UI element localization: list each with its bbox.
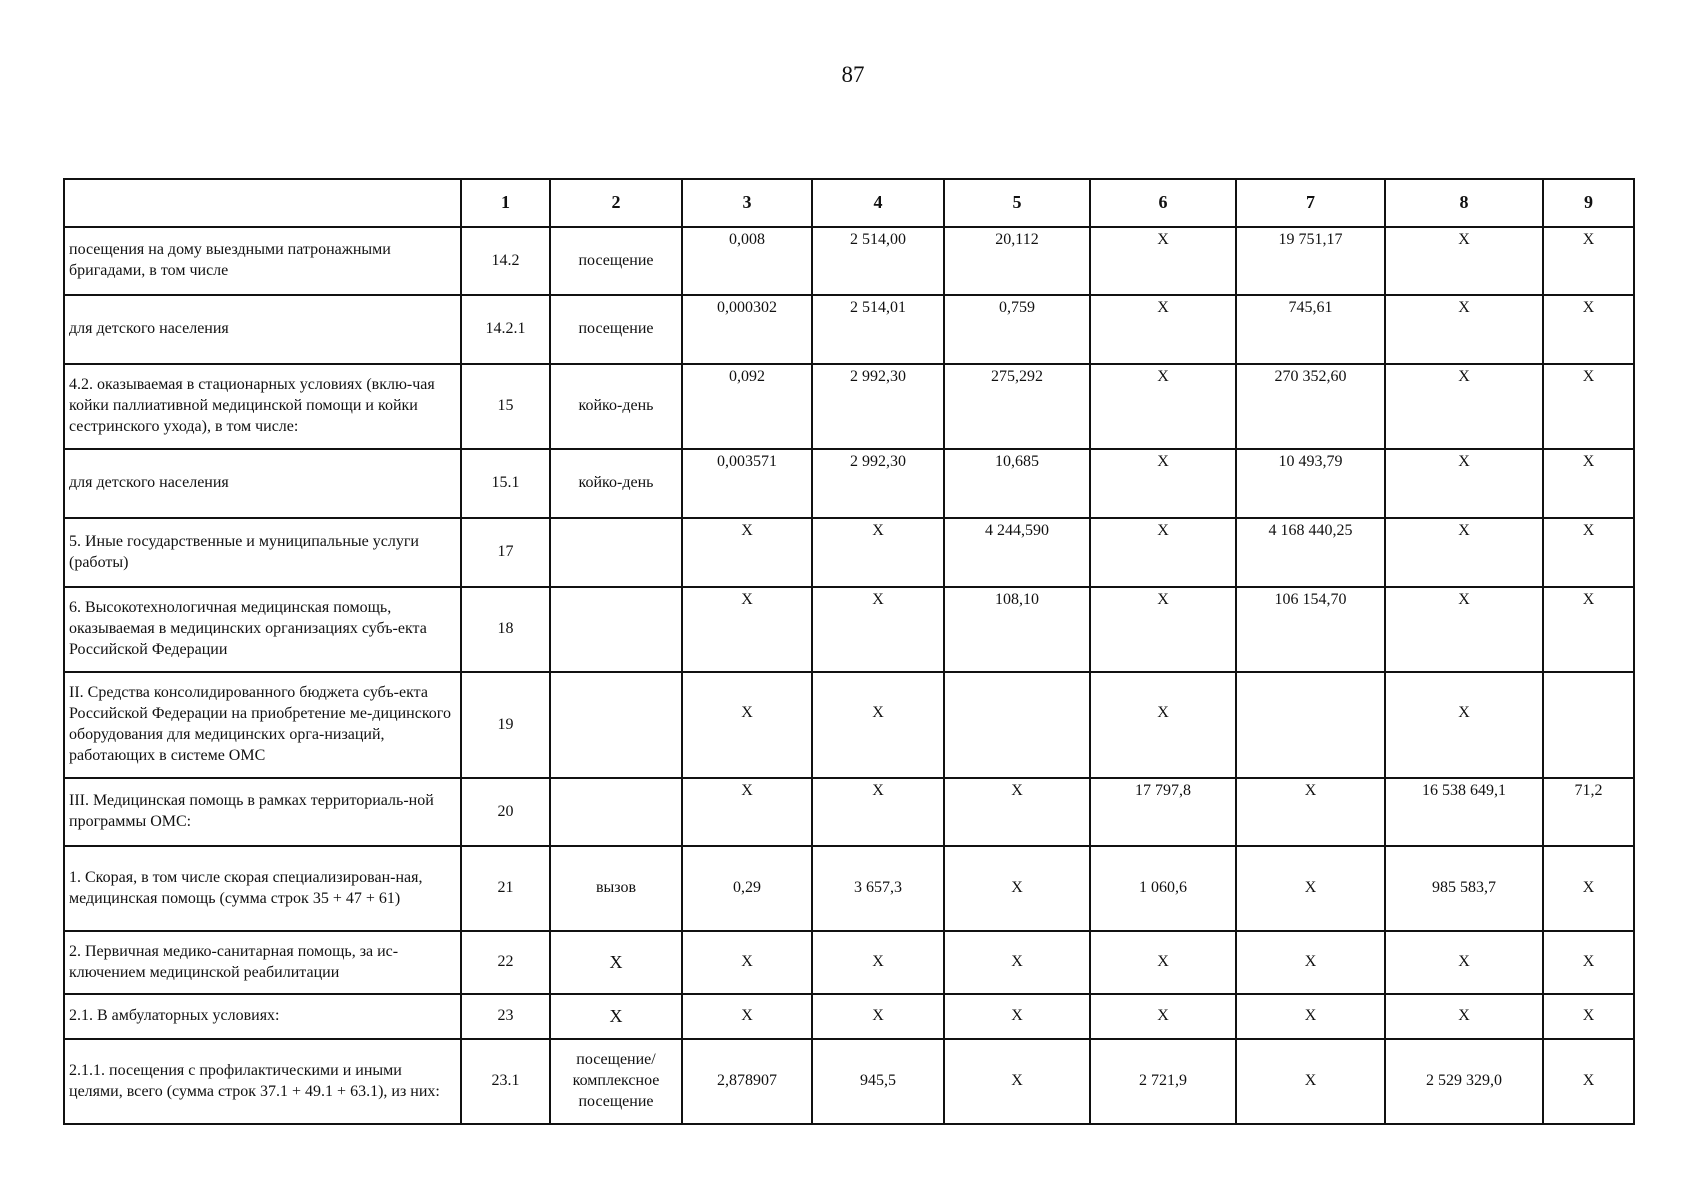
header-cell: 5 [944, 179, 1090, 227]
cell-col6: X [1090, 994, 1236, 1039]
cell-col7: 270 352,60 [1236, 364, 1385, 449]
cell-col6: X [1090, 672, 1236, 778]
cell-col7: 4 168 440,25 [1236, 518, 1385, 587]
header-cell: 9 [1543, 179, 1634, 227]
cell-col5: X [944, 1039, 1090, 1124]
row-unit [550, 672, 682, 778]
cell-col4: X [812, 672, 944, 778]
table-row [64, 364, 1634, 449]
cell-col3: X [682, 994, 812, 1039]
header-cell: 3 [682, 179, 812, 227]
row-description: 2.1. В амбулаторных условиях: [64, 994, 461, 1039]
cell-col9: X [1543, 227, 1634, 295]
row-description: 6. Высокотехнологичная медицинская помощь, оказываемая в медицинских организациях субъ-екта Российской Федерации [64, 587, 461, 672]
row-description: 5. Иные государственные и муниципальные услуги (работы) [64, 518, 461, 587]
header-row [64, 179, 1634, 227]
table-row [64, 227, 1634, 295]
row-code: 18 [461, 587, 550, 672]
table-row [64, 931, 1634, 994]
header-cell: 1 [461, 179, 550, 227]
cell-col3: X [682, 587, 812, 672]
row-description: II. Средства консолидированного бюджета субъ-екта Российской Федерации на приобретение ме-дицинского оборудования для медицинских орга-низаций, работающих в системе ОМС [64, 672, 461, 778]
row-code: 23 [461, 994, 550, 1039]
cell-col3: 0,003571 [682, 449, 812, 518]
cell-col7: 19 751,17 [1236, 227, 1385, 295]
cell-col9: X [1543, 1039, 1634, 1124]
cell-col7: X [1236, 846, 1385, 931]
header-cell: 6 [1090, 179, 1236, 227]
header-cell: 4 [812, 179, 944, 227]
cell-col3: 0,008 [682, 227, 812, 295]
cell-col4: 3 657,3 [812, 846, 944, 931]
cell-col4: 2 992,30 [812, 364, 944, 449]
cell-col5: 4 244,590 [944, 518, 1090, 587]
row-description: 2. Первичная медико-санитарная помощь, за ис-ключением медицинской реабилитации [64, 931, 461, 994]
row-code: 21 [461, 846, 550, 931]
cell-col7: 106 154,70 [1236, 587, 1385, 672]
cell-col3: X [682, 778, 812, 846]
cell-col6: 2 721,9 [1090, 1039, 1236, 1124]
cell-col7: 745,61 [1236, 295, 1385, 364]
header-cell: 8 [1385, 179, 1543, 227]
cell-col6: X [1090, 931, 1236, 994]
cell-col8: X [1385, 518, 1543, 587]
row-unit: посещение [550, 227, 682, 295]
cell-col3: X [682, 931, 812, 994]
row-code: 14.2.1 [461, 295, 550, 364]
cell-col7 [1236, 672, 1385, 778]
cell-col5 [944, 672, 1090, 778]
cell-col4: X [812, 931, 944, 994]
row-description: 4.2. оказываемая в стационарных условиях (вклю-чая койки паллиативной медицинской помощи и койки сестринского ухода), в том числе: [64, 364, 461, 449]
cell-col8: X [1385, 672, 1543, 778]
row-code: 17 [461, 518, 550, 587]
cell-col8: 985 583,7 [1385, 846, 1543, 931]
row-description: III. Медицинская помощь в рамках территориаль-ной программы ОМС: [64, 778, 461, 846]
cell-col5: 0,759 [944, 295, 1090, 364]
table-row [64, 994, 1634, 1039]
row-description: для детского населения [64, 295, 461, 364]
row-description: для детского населения [64, 449, 461, 518]
cell-col9: X [1543, 364, 1634, 449]
cell-col4: X [812, 587, 944, 672]
row-code: 22 [461, 931, 550, 994]
cell-col4: X [812, 778, 944, 846]
cell-col8: X [1385, 931, 1543, 994]
row-description: 1. Скорая, в том числе скорая специализирован-ная, медицинская помощь (сумма строк 35 + 47 + 61) [64, 846, 461, 931]
table-row [64, 672, 1634, 778]
row-code: 15 [461, 364, 550, 449]
table-row [64, 295, 1634, 364]
cell-col5: 10,685 [944, 449, 1090, 518]
cell-col9: X [1543, 295, 1634, 364]
table-row [64, 518, 1634, 587]
cell-col3: X [682, 672, 812, 778]
cell-col5: 108,10 [944, 587, 1090, 672]
row-unit [550, 518, 682, 587]
cell-col9: 71,2 [1543, 778, 1634, 846]
page-number: 87 [841, 62, 865, 87]
cell-col5: 20,112 [944, 227, 1090, 295]
cell-col9: X [1543, 518, 1634, 587]
cell-col3: 0,29 [682, 846, 812, 931]
cell-col5: X [944, 846, 1090, 931]
row-description: посещения на дому выездными патронажными бригадами, в том числе [64, 227, 461, 295]
row-unit: койко-день [550, 364, 682, 449]
cell-col7: X [1236, 994, 1385, 1039]
row-unit [550, 587, 682, 672]
cell-col8: X [1385, 994, 1543, 1039]
cell-col7: X [1236, 931, 1385, 994]
header-cell: 2 [550, 179, 682, 227]
cell-col3: 0,000302 [682, 295, 812, 364]
table-row [64, 1039, 1634, 1124]
row-unit: вызов [550, 846, 682, 931]
cell-col5: 275,292 [944, 364, 1090, 449]
row-unit: посещение/ комплексное посещение [550, 1039, 682, 1124]
cell-col8: X [1385, 449, 1543, 518]
cell-col5: X [944, 994, 1090, 1039]
cell-col6: X [1090, 449, 1236, 518]
cell-col4: X [812, 518, 944, 587]
cell-col4: 2 992,30 [812, 449, 944, 518]
cell-col5: X [944, 778, 1090, 846]
row-code: 15.1 [461, 449, 550, 518]
cell-col8: 16 538 649,1 [1385, 778, 1543, 846]
cell-col4: 2 514,00 [812, 227, 944, 295]
cell-col6: X [1090, 587, 1236, 672]
cell-col6: X [1090, 364, 1236, 449]
cell-col7: X [1236, 1039, 1385, 1124]
header-cell: 7 [1236, 179, 1385, 227]
cell-col3: 0,092 [682, 364, 812, 449]
table-row [64, 846, 1634, 931]
cell-col9: X [1543, 846, 1634, 931]
cell-col9: X [1543, 449, 1634, 518]
cell-col3: 2,878907 [682, 1039, 812, 1124]
cell-col6: X [1090, 518, 1236, 587]
data-table [63, 178, 1635, 1125]
cell-col8: X [1385, 587, 1543, 672]
cell-col4: 2 514,01 [812, 295, 944, 364]
cell-col6: 17 797,8 [1090, 778, 1236, 846]
cell-col4: 945,5 [812, 1039, 944, 1124]
cell-col7: 10 493,79 [1236, 449, 1385, 518]
cell-col3: X [682, 518, 812, 587]
table-row [64, 449, 1634, 518]
row-code: 19 [461, 672, 550, 778]
cell-col6: 1 060,6 [1090, 846, 1236, 931]
header-cell [64, 179, 461, 227]
row-unit [550, 778, 682, 846]
cell-col8: 2 529 329,0 [1385, 1039, 1543, 1124]
row-unit: посещение [550, 295, 682, 364]
row-code: 23.1 [461, 1039, 550, 1124]
row-description: 2.1.1. посещения с профилактическими и иными целями, всего (сумма строк 37.1 + 49.1 + 63.1), из них: [64, 1039, 461, 1124]
cell-col9: X [1543, 994, 1634, 1039]
row-unit: X [550, 931, 682, 994]
table-row [64, 587, 1634, 672]
cell-col9 [1543, 672, 1634, 778]
cell-col6: X [1090, 295, 1236, 364]
row-unit: X [550, 994, 682, 1039]
row-code: 14.2 [461, 227, 550, 295]
cell-col9: X [1543, 587, 1634, 672]
cell-col8: X [1385, 295, 1543, 364]
cell-col4: X [812, 994, 944, 1039]
cell-col5: X [944, 931, 1090, 994]
table-row [64, 778, 1634, 846]
row-unit: койко-день [550, 449, 682, 518]
row-code: 20 [461, 778, 550, 846]
cell-col7: X [1236, 778, 1385, 846]
cell-col9: X [1543, 931, 1634, 994]
cell-col8: X [1385, 227, 1543, 295]
cell-col6: X [1090, 227, 1236, 295]
cell-col8: X [1385, 364, 1543, 449]
